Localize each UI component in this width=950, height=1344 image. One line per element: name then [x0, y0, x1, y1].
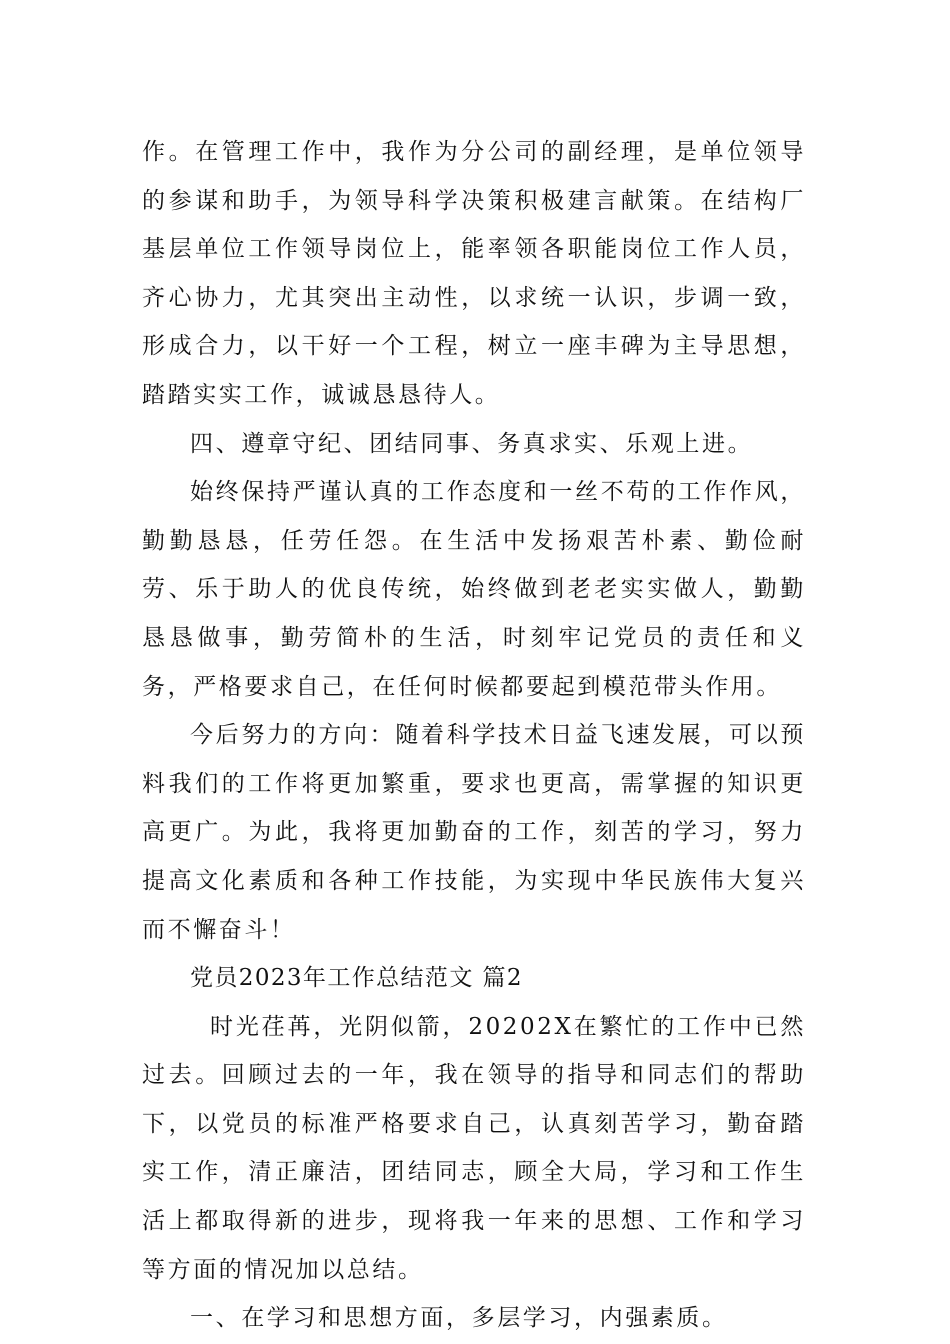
paragraph-year-review: 时光荏苒，光阴似箭，20202X在繁忙的工作中已然过去。回顾过去的一年，我在领导的指导和同志们的帮助下，以党员的标准严格要求自己，认真刻苦学习，勤奋踏实工作，清正廉洁，团结同志，顾全大局，学习和工作生活上都取得新的进步，现将我一年来的思想、工作和学习等方面的情况加以总结。	[142, 1013, 806, 1283]
article-title-part-two: 党员2023年工作总结范文 篇2	[190, 965, 523, 992]
section-heading-four: 四、遵章守纪、团结同事、务真求实、乐观上进。	[190, 430, 754, 457]
paragraph-management-work: 作。在管理工作中，我作为分公司的副经理，是单位领导的参谋和助手，为领导科学决策积极建言献策。在结构厂基层单位工作领导岗位上，能率领各职能岗位工作人员，齐心协力，尤其突出主动性，以求统一认识，步调一致，形成合力，以干好一个工程，树立一座丰碑为主导思想，踏踏实实工作，诚诚恳恳待人。	[142, 139, 806, 408]
paragraph-work-attitude: 始终保持严谨认真的工作态度和一丝不苟的工作作风，勤勤恳恳，任劳任怨。在生活中发扬艰苦朴素、勤俭耐劳、乐于助人的优良传统，始终做到老老实实做人，勤勤恳恳做事，勤劳简朴的生活，时刻牢记党员的责任和义务，严格要求自己，在任何时候都要起到模范带头作用。	[142, 479, 806, 700]
section-heading-one: 一、在学习和思想方面，多层学习，内强素质。	[190, 1305, 728, 1332]
document-body	[142, 128, 806, 1343]
paragraph-future-direction: 今后努力的方向：随着科学技术日益飞速发展，可以预料我们的工作将更加繁重，要求也更高，需掌握的知识更高更广。为此，我将更加勤奋的工作，刻苦的学习，努力提高文化素质和各种工作技能，为实现中华民族伟大复兴而不懈奋斗！	[142, 722, 806, 943]
